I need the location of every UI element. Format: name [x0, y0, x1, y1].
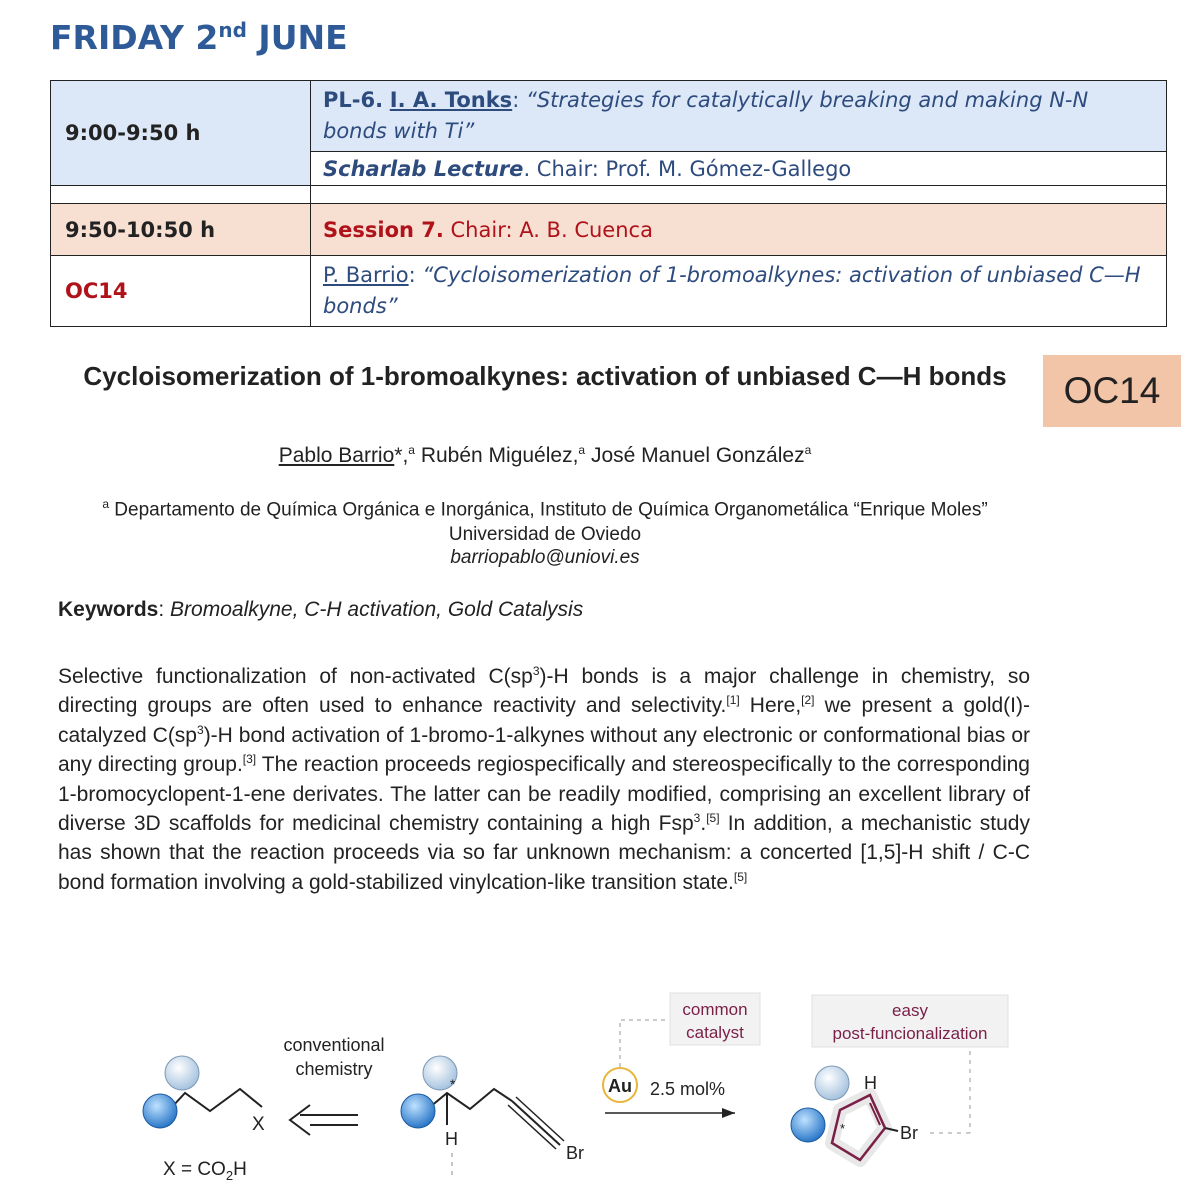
spacer-cell — [311, 186, 1167, 204]
body-text: Here, — [739, 694, 802, 718]
keywords-value: Bromoalkyne, C-H activation, Gold Catalysis — [170, 598, 584, 621]
stereocenter-star: * — [450, 1076, 456, 1092]
body-sup: 3 — [532, 664, 540, 678]
substituent-ball — [143, 1094, 177, 1128]
x-def-sub: 2 — [225, 1168, 234, 1183]
author-1-mark: *, — [394, 444, 409, 467]
product-star: * — [840, 1121, 846, 1136]
body-text: Selective functionalization of non-activated C(sp — [58, 665, 533, 688]
author-1-sup: a — [408, 443, 415, 457]
author-2: Rubén Miguélez, — [414, 444, 579, 467]
plenary-code: PL-6. — [323, 88, 384, 112]
program-schedule — [0, 0, 1200, 335]
body-text: )-H bonds is a major challenge in chemistry, so directing groups are often used to enhance reactivity and selectivity. — [58, 665, 1030, 718]
author-2-sup: a — [578, 443, 586, 457]
product-br-label: Br — [900, 1123, 918, 1143]
body-text: )-H bond activation of 1-bromo-1-alkynes without any electronic or conformational bias or any directing group. — [58, 723, 1031, 777]
substituent-ball — [815, 1066, 849, 1100]
abstract-body — [58, 662, 1030, 897]
day-title-sup: nd — [218, 18, 247, 42]
easy-label-1: easy — [892, 1001, 928, 1020]
body-sup: 3 — [693, 811, 701, 826]
spacer-cell — [51, 186, 311, 204]
cyclopentene-product — [791, 1066, 918, 1160]
body-sup: 3 — [197, 722, 204, 737]
body-text: we present a gold(I)-catalyzed C(sp — [58, 694, 1030, 747]
plenary-talk — [311, 81, 1167, 152]
body-ref: [1] — [726, 693, 740, 708]
reaction-scheme — [0, 985, 1200, 1200]
common-catalyst-note — [670, 993, 760, 1045]
catalyst-loading: 2.5 mol% — [650, 1079, 726, 1099]
substituent-ball — [791, 1108, 825, 1142]
spacer-row — [51, 186, 1167, 204]
conventional-label-2: chemistry — [295, 1059, 373, 1079]
x-label: X — [252, 1114, 265, 1135]
plenary-chair — [311, 152, 1167, 186]
plenary-row — [51, 81, 1167, 152]
authors — [60, 443, 1030, 468]
abstract-title: Cycloisomerization of 1-bromoalkynes: activation of unbiased C—H bonds — [83, 361, 1007, 391]
substituent-ball — [165, 1056, 199, 1090]
day-title-month: JUNE — [246, 18, 348, 57]
session-info — [311, 204, 1167, 256]
keywords-sep: : — [158, 598, 171, 621]
schedule-table — [50, 80, 1167, 327]
oc-badge: OC14 — [1043, 355, 1181, 427]
x-def-h: H — [233, 1159, 247, 1180]
affiliation — [60, 492, 1030, 547]
plenary-speaker: I. A. Tonks — [389, 88, 513, 112]
day-title — [50, 18, 348, 57]
affiliation-sup: a — [102, 497, 110, 511]
body-ref: [2] — [801, 693, 815, 708]
body-ref: [5] — [706, 811, 720, 826]
author-3: José Manuel González — [585, 444, 805, 467]
easy-label-2: post-funcionalization — [832, 1024, 988, 1043]
session-chair: Chair: A. B. Cuenca — [443, 217, 653, 242]
h-label: H — [445, 1129, 458, 1149]
body-text: The reaction proceeds regiospecifically and stereospecifically to the corresponding 1-bromocyclopent-1-ene derivates. The latter can be readily modified, comprising an excellent library of diverse 3D scaffolds for medicinal chemistry containing a high Fsp — [58, 753, 1030, 836]
substituent-ball — [401, 1094, 435, 1128]
talk-code: OC14 — [51, 256, 311, 327]
au-label: Au — [608, 1076, 632, 1096]
common-label-1: common — [682, 1000, 748, 1019]
talk-info — [311, 256, 1167, 327]
plenary-colon: : — [512, 88, 520, 112]
x-def-text: X = CO — [163, 1159, 226, 1180]
scheme-svg — [0, 985, 1200, 1200]
talk-title: “Cycloisomerization of 1-bromoalkynes: activation of unbiased C—H bonds” — [323, 263, 1141, 318]
session-time: 9:50-10:50 h — [51, 204, 311, 256]
talk-speaker: P. Barrio — [323, 263, 409, 287]
author-3-sup: a — [804, 443, 812, 457]
body-text: In addition, a mechanistic study has shown that the reaction proceeds via so far unknown mechanism: a concerted [1,5]-H shift / C-C bond formation involving a gold-stabilized vinylcation-like transition state. — [58, 812, 1030, 894]
plenary-lecture: Scharlab Lecture — [323, 156, 524, 181]
product-h-label: H — [864, 1073, 877, 1093]
session-row — [51, 204, 1167, 256]
plenary-chair-text: . Chair: Prof. M. Gómez-Gallego — [523, 156, 852, 181]
plenary-title: “Strategies for catalytically breaking and making N-N bonds with Ti” — [323, 88, 1089, 143]
keywords — [58, 598, 583, 622]
starting-material-acid — [143, 1056, 265, 1183]
body-ref: [3] — [242, 752, 257, 767]
author-1: Pablo Barrio — [278, 444, 395, 467]
session-label: Session 7. — [323, 217, 444, 242]
plenary-time: 9:00-9:50 h — [51, 81, 311, 186]
talk-colon: : — [408, 263, 416, 287]
day-title-text: FRIDAY 2 — [50, 18, 219, 57]
common-label-2: catalyst — [686, 1023, 744, 1042]
talk-row — [51, 256, 1167, 327]
conventional-label-1: conventional — [283, 1035, 385, 1055]
affiliation-text: Departamento de Química Orgánica e Inorgánica, Instituto de Química Organometálica “Enrique Moles” Universidad de Oviedo — [109, 499, 988, 546]
bromoalkyne-substrate — [401, 1056, 584, 1180]
author-email: barriopablo@uniovi.es — [450, 547, 640, 568]
retro-arrow — [283, 1035, 384, 1135]
br-label: Br — [566, 1143, 584, 1163]
body-text: . — [700, 812, 707, 836]
body-ref: [5] — [733, 869, 748, 884]
keywords-label: Keywords — [58, 598, 159, 621]
x-definition — [163, 1159, 247, 1183]
